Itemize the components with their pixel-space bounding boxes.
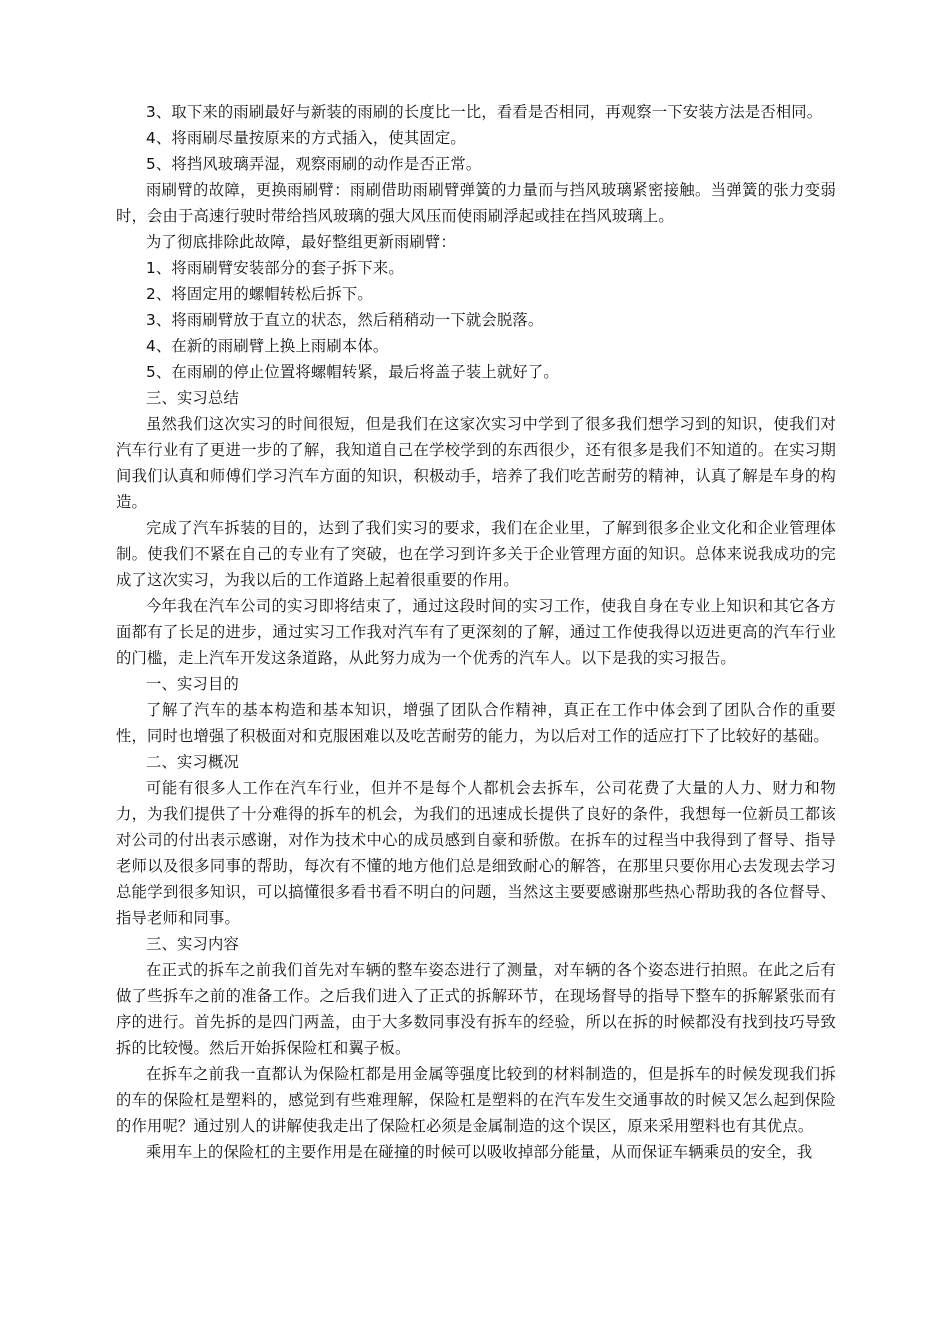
- paragraph: 完成了汽车拆装的目的，达到了我们实习的要求，我们在企业里，了解到很多企业文化和企业管理体制。使我们不紧在自己的专业有了突破，也在学习到许多关于企业管理方面的知识。总体来说我成功的完成了这次实习，为我以后的工作道路上起着很重要的作用。: [116, 519, 836, 589]
- section-heading: 一、实习目的: [146, 675, 239, 693]
- paragraph: 虽然我们这次实习的时间很短，但是我们在这家次实习中学到了很多我们想学习到的知识，使我们对汽车行业有了更进一步的了解，我知道自己在学校学到的东西很少，还有很多是我们不知道的。在实习期间我们认真和师傅们学习汽车方面的知识，积极动手，培养了我们吃苦耐劳的精神，认真了解是车身的构造。: [116, 415, 836, 511]
- paragraph: 4、在新的雨刷臂上换上雨刷本体。: [146, 337, 389, 355]
- paragraph: 在正式的拆车之前我们首先对车辆的整车姿态进行了测量，对车辆的各个姿态进行拍照。在此之后有做了些拆车之前的准备工作。之后我们进入了正式的拆解环节，在现场督导的指导下整车的拆解紧张而有序的进行。首先拆的是四门两盖，由于大多数同事没有拆车的经验，所以在拆的时候都没有找到技巧导致拆的比较慢。然后开始拆保险杠和翼子板。: [116, 961, 836, 1057]
- paragraph: 在拆车之前我一直都认为保险杠都是用金属等强度比较到的材料制造的，但是拆车的时候发现我们拆的车的保险杠是塑料的，感觉到有些难理解，保险杠是塑料的在汽车发生交通事故的时候又怎么起到保险的作用呢？通过别人的讲解使我走出了保险杠必须是金属制造的这个误区，原来采用塑料也有其优点。: [116, 1065, 836, 1135]
- paragraph: 为了彻底排除此故障，最好整组更新雨刷臂：: [146, 233, 456, 251]
- paragraph: 可能有很多人工作在汽车行业，但并不是每个人都机会去拆车，公司花费了大量的人力、财力和物力，为我们提供了十分难得的拆车的机会，为我们的迅速成长提供了良好的条件，我想每一位新员工都该对公司的付出表示感谢，对作为技术中心的成员感到自豪和骄傲。在拆车的过程当中我得到了督导、指导老师以及很多同事的帮助，每次有不懂的地方他们总是细致耐心的解答，在那里只要你用心去发现去学习总能学到很多知识，可以搞懂很多看书看不明白的问题，当然这主要要感谢那些热心帮助我的各位督导、指导老师和同事。: [116, 779, 836, 927]
- document-body: [116, 99, 836, 1165]
- paragraph: 雨刷臂的故障，更换雨刷臂：雨刷借助雨刷臂弹簧的力量而与挡风玻璃紧密接触。当弹簧的张力变弱时，会由于高速行驶时带给挡风玻璃的强大风压而使雨刷浮起或挂在挡风玻璃上。: [116, 181, 836, 225]
- paragraph: 了解了汽车的基本构造和基本知识，增强了团队合作精神，真正在工作中体会到了团队合作的重要性，同时也增强了积极面对和克服困难以及吃苦耐劳的能力，为以后对工作的适应打下了比较好的基础。: [116, 701, 836, 745]
- paragraph: 乘用车上的保险杠的主要作用是在碰撞的时候可以吸收掉部分能量，从而保证车辆乘员的安全，我: [146, 1143, 813, 1161]
- section-heading: 三、实习内容: [146, 935, 239, 953]
- paragraph: 5、在雨刷的停止位置将螺帽转紧，最后将盖子装上就好了。: [146, 363, 559, 381]
- paragraph: 1、将雨刷臂安装部分的套子拆下来。: [146, 259, 404, 277]
- paragraph: 5、将挡风玻璃弄湿，观察雨刷的动作是否正常。: [146, 155, 482, 173]
- paragraph: 3、取下来的雨刷最好与新装的雨刷的长度比一比，看看是否相同，再观察一下安装方法是否相同。: [146, 103, 823, 121]
- paragraph: 2、将固定用的螺帽转松后拆下。: [146, 285, 373, 303]
- paragraph: 4、将雨刷尽量按原来的方式插入，使其固定。: [146, 129, 466, 147]
- paragraph: 今年我在汽车公司的实习即将结束了，通过这段时间的实习工作，使我自身在专业上知识和其它各方面都有了长足的进步，通过实习工作我对汽车有了更深刻的了解，通过工作使我得以迈进更高的汽车行业的门槛，走上汽车开发这条道路，从此努力成为一个优秀的汽车人。以下是我的实习报告。: [116, 597, 836, 667]
- paragraph: 3、将雨刷臂放于直立的状态，然后稍稍动一下就会脱落。: [146, 311, 544, 329]
- section-heading: 三、实习总结: [146, 389, 239, 407]
- section-heading: 二、实习概况: [146, 753, 239, 771]
